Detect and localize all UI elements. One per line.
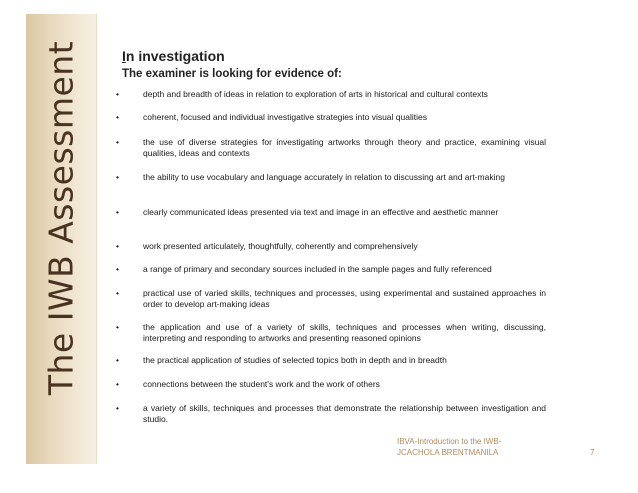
footer-line-1: IBVA-Introduction to the IWB- [397, 437, 502, 446]
bullet-dot: • [116, 264, 119, 274]
footer-line-2: JCACHOLA BRENTMANILA [397, 447, 499, 457]
page-number: 7 [590, 448, 595, 457]
bullet-dot: • [116, 379, 119, 389]
bullet-dot: • [116, 288, 119, 298]
bullet-dot: • [116, 207, 119, 217]
bullet-dot: • [116, 172, 119, 182]
bullet-dot: • [116, 241, 119, 251]
bullet-text: a variety of skills, techniques and processes that demonstrate the relationship between investigation and studio. [143, 403, 546, 424]
bullet-text: coherent, focused and individual investigative strategies into visual qualities [143, 112, 427, 122]
side-title: The IWB Assessment [41, 40, 81, 396]
bullet-dot: • [116, 112, 119, 122]
bullet-text: the ability to use vocabulary and language accurately in relation to discussing art and art-making [143, 172, 505, 182]
slide-heading [122, 48, 225, 64]
bullet-dot: • [116, 89, 119, 99]
bullet-text: a range of primary and secondary sources included in the sample pages and fully referenced [143, 264, 492, 274]
slide-footer [397, 437, 501, 458]
bullet-text: connections between the student's work and the work of others [143, 379, 380, 389]
bullet-dot: • [116, 403, 119, 413]
bullet-dot: • [116, 355, 119, 365]
heading-rest: n investigation [125, 48, 225, 64]
slide-subheading: The examiner is looking for evidence of: [122, 68, 342, 80]
bullet-text: practical use of varied skills, techniques and processes, using experimental and sustained approaches in order to develop art-making ideas [143, 288, 546, 309]
bullet-text: the use of diverse strategies for investigating artworks through theory and practice, examining visual qualities, ideas and contexts [143, 137, 546, 158]
bullet-text: work presented articulately, thoughtfully, coherently and comprehensively [143, 241, 418, 251]
heading-initial: I [122, 48, 126, 64]
bullet-text: clearly communicated ideas presented via text and image in an effective and aesthetic manner [143, 207, 499, 217]
bullet-dot: • [116, 322, 119, 332]
bullet-dot: • [116, 137, 119, 147]
bullet-text: the practical application of studies of selected topics both in depth and in breadth [143, 355, 447, 365]
bullet-text: depth and breadth of ideas in relation to exploration of arts in historical and cultural contexts [143, 89, 488, 99]
bullet-text: the application and use of a variety of skills, techniques and processes when writing, discussing, interpreting and responding to artworks and presenting reasoned opinions [143, 322, 546, 343]
